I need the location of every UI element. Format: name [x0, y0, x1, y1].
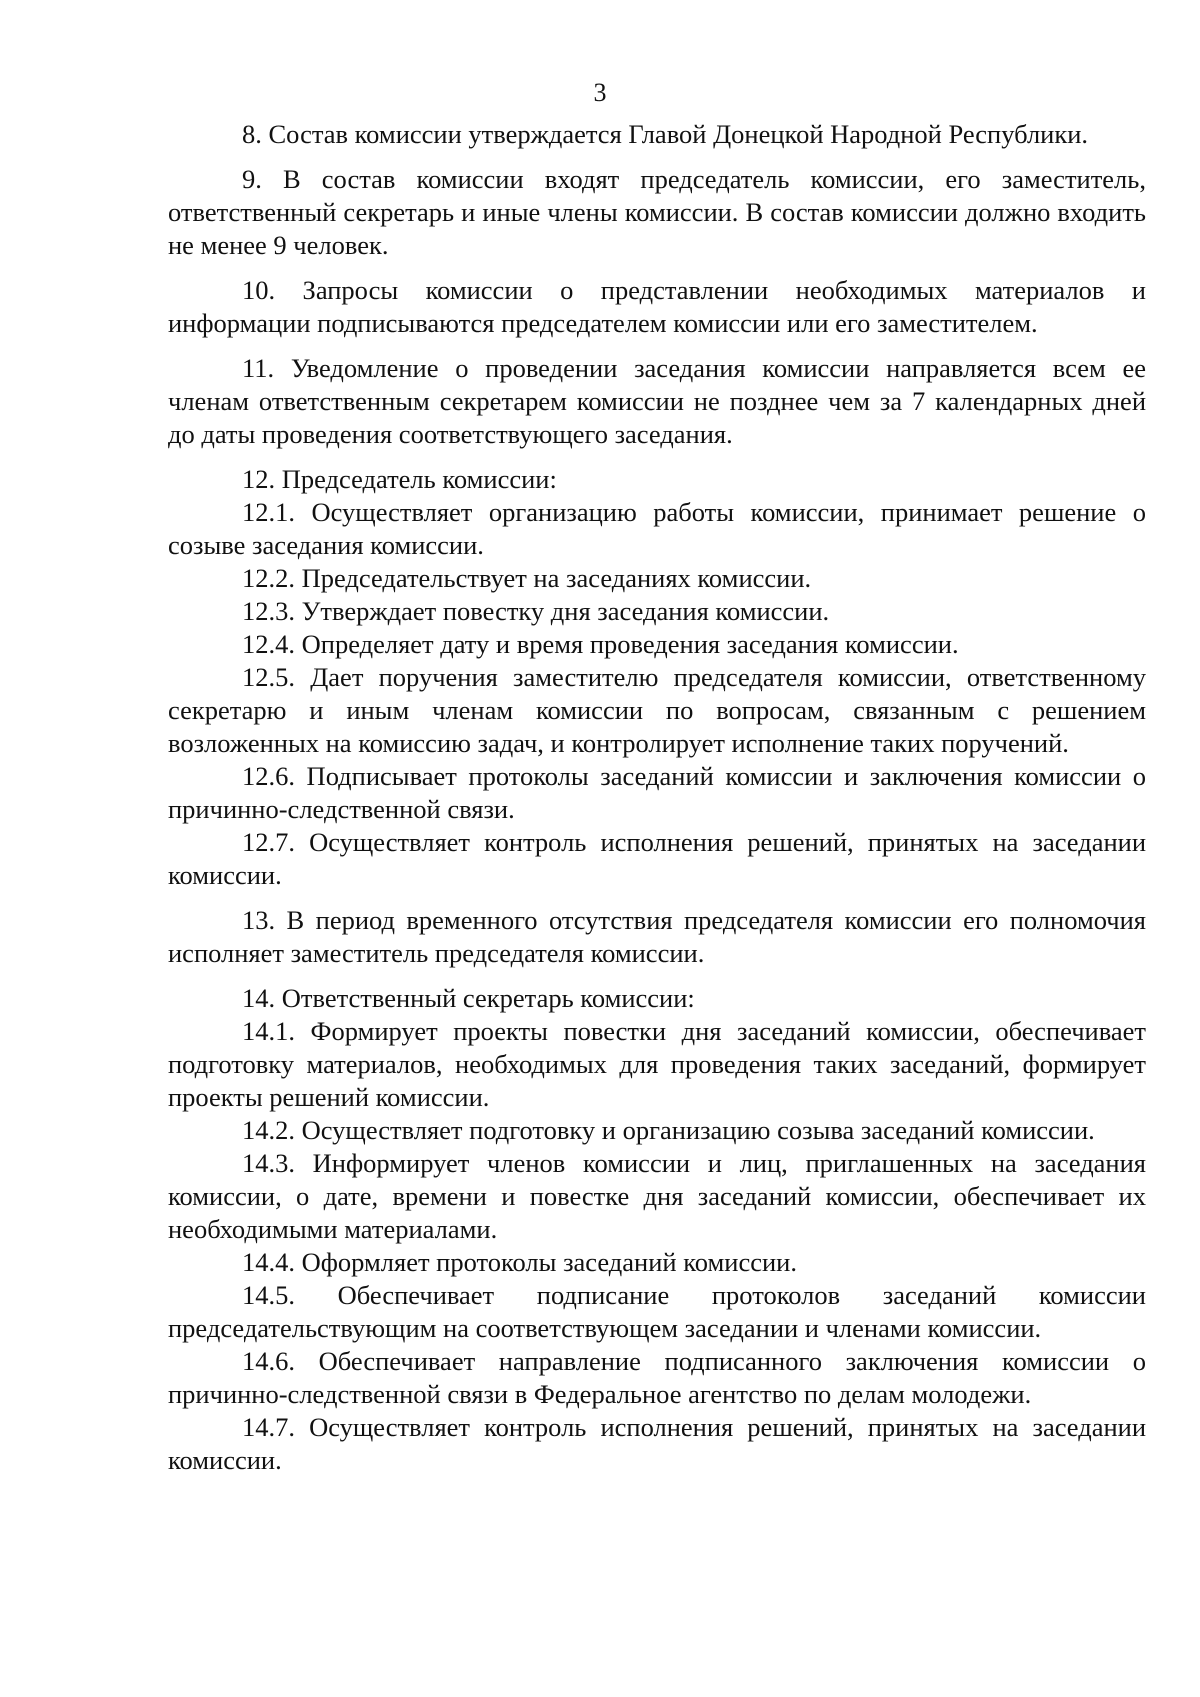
- paragraph-9: 9. В состав комиссии входят председатель комиссии, его заместитель, ответственный секретарь и иные члены комиссии. В состав комиссии должно входить не менее 9 человек.: [168, 164, 1146, 260]
- paragraph-14-3: 14.3. Информирует членов комиссии и лиц, приглашенных на заседания комиссии, о дате, времени и повестке дня заседаний комиссии, обеспечивает их необходимыми материалами.: [168, 1148, 1146, 1244]
- paragraph-12: 12. Председатель комиссии:: [242, 464, 557, 494]
- paragraph-12-5: 12.5. Дает поручения заместителю председателя комиссии, ответственному секретарю и иным членам комиссии по вопросам, связанным с решением возложенных на комиссию задач, и контролирует исполнение таких поручений.: [168, 662, 1146, 758]
- paragraph-14: 14. Ответственный секретарь комиссии:: [242, 983, 695, 1013]
- paragraph-12-2: 12.2. Председательствует на заседаниях комиссии.: [242, 563, 812, 593]
- paragraph-10: 10. Запросы комиссии о представлении необходимых материалов и информации подписываются председателем комиссии или его заместителем.: [168, 275, 1146, 338]
- paragraph-11: 11. Уведомление о проведении заседания комиссии направляется всем ее членам ответственным секретарем комиссии не позднее чем за 7 календарных дней до даты проведения соответствующего заседания.: [168, 353, 1146, 449]
- paragraph-12-1: 12.1. Осуществляет организацию работы комиссии, принимает решение о созыве заседания комиссии.: [168, 497, 1146, 560]
- paragraph-13: 13. В период временного отсутствия председателя комиссии его полномочия исполняет заместитель председателя комиссии.: [168, 905, 1146, 968]
- page-number: 3: [593, 78, 607, 107]
- paragraph-12-4: 12.4. Определяет дату и время проведения заседания комиссии.: [242, 629, 959, 659]
- paragraph-8: 8. Состав комиссии утверждается Главой Донецкой Народной Республики.: [242, 119, 1089, 149]
- paragraph-14-2: 14.2. Осуществляет подготовку и организацию созыва заседаний комиссии.: [242, 1115, 1095, 1145]
- paragraph-14-7: 14.7. Осуществляет контроль исполнения решений, принятых на заседании комиссии.: [168, 1412, 1146, 1475]
- paragraph-12-7: 12.7. Осуществляет контроль исполнения решений, принятых на заседании комиссии.: [168, 827, 1146, 890]
- document-body: [168, 118, 1146, 1477]
- paragraph-12-6: 12.6. Подписывает протоколы заседаний комиссии и заключения комиссии о причинно-следственной связи.: [168, 761, 1146, 824]
- paragraph-14-5: 14.5. Обеспечивает подписание протоколов заседаний комиссии председательствующим на соответствующем заседании и членами комиссии.: [168, 1280, 1146, 1343]
- paragraph-12-3: 12.3. Утверждает повестку дня заседания комиссии.: [242, 596, 830, 626]
- paragraph-14-4: 14.4. Оформляет протоколы заседаний комиссии.: [242, 1247, 797, 1277]
- paragraph-14-1: 14.1. Формирует проекты повестки дня заседаний комиссии, обеспечивает подготовку материалов, необходимых для проведения таких заседаний, формирует проекты решений комиссии.: [168, 1016, 1146, 1112]
- paragraph-14-6: 14.6. Обеспечивает направление подписанного заключения комиссии о причинно-следственной связи в Федеральное агентство по делам молодежи.: [168, 1346, 1146, 1409]
